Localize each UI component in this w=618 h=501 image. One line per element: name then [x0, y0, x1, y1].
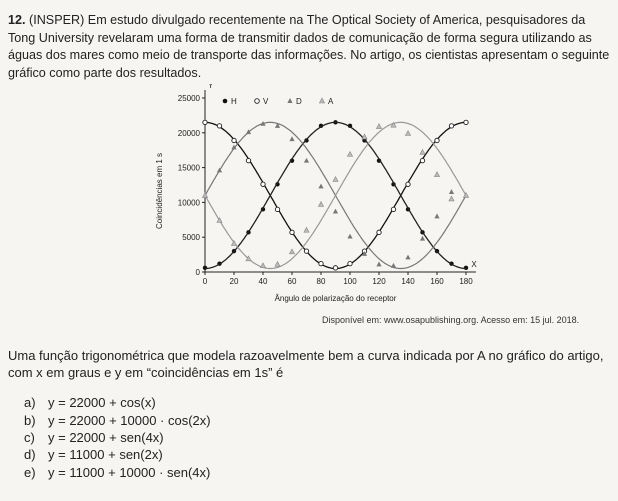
- x-tick-label: 160: [430, 277, 444, 286]
- data-point-A: [304, 227, 309, 232]
- legend-label-D: D: [296, 97, 302, 106]
- data-point-V: [275, 207, 279, 211]
- data-point-V: [304, 249, 308, 253]
- option-d[interactable]: [8, 446, 211, 463]
- answer-options: [8, 394, 211, 481]
- data-point-V: [246, 158, 250, 162]
- option-text: y = 11000 + 10000 · sen(4x): [48, 464, 211, 480]
- data-point-V: [319, 261, 323, 265]
- x-tick-label: 180: [459, 277, 473, 286]
- x-tick-label: 60: [287, 277, 297, 286]
- x-tick-label: 80: [316, 277, 326, 286]
- option-letter: e): [24, 464, 36, 480]
- data-point-A: [289, 249, 294, 254]
- x-tick-label: 140: [401, 277, 415, 286]
- x-axis-title: Ângulo de polarização do receptor: [274, 294, 397, 303]
- legend-label-V: V: [263, 97, 269, 106]
- y-axis-title: Coincidências em 1 s: [155, 152, 164, 230]
- data-point-V: [348, 261, 352, 265]
- data-point-A: [231, 241, 236, 246]
- data-point-V: [217, 124, 221, 128]
- data-point-V: [420, 158, 424, 162]
- option-text: y = 11000 + sen(2x): [48, 447, 163, 463]
- data-point-V: [261, 182, 265, 186]
- data-point-A: [333, 177, 338, 182]
- legend-marker-A: [319, 98, 324, 103]
- data-point-A: [260, 263, 265, 268]
- data-point-A: [318, 202, 323, 207]
- data-point-D: [449, 189, 454, 194]
- legend-marker-D: [287, 98, 292, 103]
- data-point-A: [376, 124, 381, 129]
- data-point-A: [347, 152, 352, 157]
- data-point-V: [333, 266, 337, 270]
- data-point-V: [232, 138, 236, 142]
- option-e[interactable]: [8, 464, 211, 481]
- data-point-D: [347, 234, 352, 239]
- option-b[interactable]: [8, 411, 211, 428]
- data-point-A: [275, 262, 280, 267]
- legend-label-A: A: [328, 97, 334, 106]
- data-point-D: [304, 158, 309, 163]
- option-text: y = 22000 + 10000 · cos(2x): [48, 412, 211, 428]
- data-point-V: [290, 230, 294, 234]
- data-point-V: [377, 230, 381, 234]
- data-point-V: [464, 120, 468, 124]
- legend-label-H: H: [231, 97, 237, 106]
- x-tick-label: 40: [258, 277, 268, 286]
- option-c[interactable]: [8, 429, 211, 446]
- data-point-D: [289, 136, 294, 141]
- x-tick-label: 120: [372, 277, 386, 286]
- series-line-A: [205, 122, 466, 268]
- option-a[interactable]: [8, 394, 211, 411]
- x-axis-letter: X: [471, 260, 477, 269]
- legend-marker-V: [255, 99, 260, 104]
- data-point-V: [203, 120, 207, 124]
- option-letter: d): [24, 447, 36, 463]
- data-point-D: [333, 209, 338, 214]
- y-axis-letter: Y: [208, 84, 214, 90]
- y-tick-label: 10000: [177, 198, 200, 208]
- y-tick-label: 25000: [177, 94, 200, 103]
- question-text: (INSPER) Em estudo divulgado recentemente na The Optical Society of America, pesquisadores da Tong University revelaram uma forma de transmitir dados de comunicação de forma segura utilizando as águas dos mares como meio de transporte das informações. No artigo, os cientistas apresentam o seguinte gráfico como parte dos resultados.: [8, 13, 610, 80]
- data-point-H: [464, 266, 468, 270]
- data-point-V: [449, 124, 453, 128]
- data-point-D: [391, 263, 396, 268]
- data-point-D: [318, 184, 323, 189]
- x-tick-label: 20: [229, 277, 239, 286]
- y-tick-label: 20000: [177, 128, 200, 138]
- question-prompt: Uma função trigonométrica que modela razoavelmente bem a curva indicada por A no gráfico do artigo, com x em graus e y em “coincidências em 1s” é: [8, 348, 604, 380]
- data-point-D: [434, 214, 439, 219]
- question-number: 12.: [8, 13, 26, 27]
- x-tick-label: 100: [343, 277, 357, 286]
- y-tick-label: 15000: [177, 163, 200, 173]
- option-letter: c): [24, 429, 35, 445]
- polarization-chart: [150, 84, 490, 309]
- option-letter: a): [24, 395, 36, 411]
- data-point-D: [405, 255, 410, 260]
- source-citation: Disponível em: www.osapublishing.org. Acesso em: 15 jul. 2018.: [322, 315, 580, 325]
- data-point-D: [376, 262, 381, 267]
- x-tick-label: 0: [202, 277, 208, 286]
- data-point-A: [449, 196, 454, 201]
- option-text: y = 22000 + sen(4x): [48, 429, 164, 445]
- data-point-H: [203, 266, 207, 270]
- data-point-V: [391, 207, 395, 211]
- data-point-A: [434, 172, 439, 177]
- data-point-V: [406, 182, 410, 186]
- legend-marker-H: [223, 99, 228, 104]
- data-point-V: [435, 138, 439, 142]
- question-header: [8, 12, 610, 82]
- data-point-D: [420, 236, 425, 241]
- data-point-A: [405, 131, 410, 136]
- y-tick-label: 5000: [182, 233, 200, 243]
- option-letter: b): [24, 412, 36, 428]
- data-point-A: [420, 149, 425, 154]
- y-tick-label: 0: [195, 268, 200, 277]
- option-text: y = 22000 + cos(x): [48, 395, 156, 411]
